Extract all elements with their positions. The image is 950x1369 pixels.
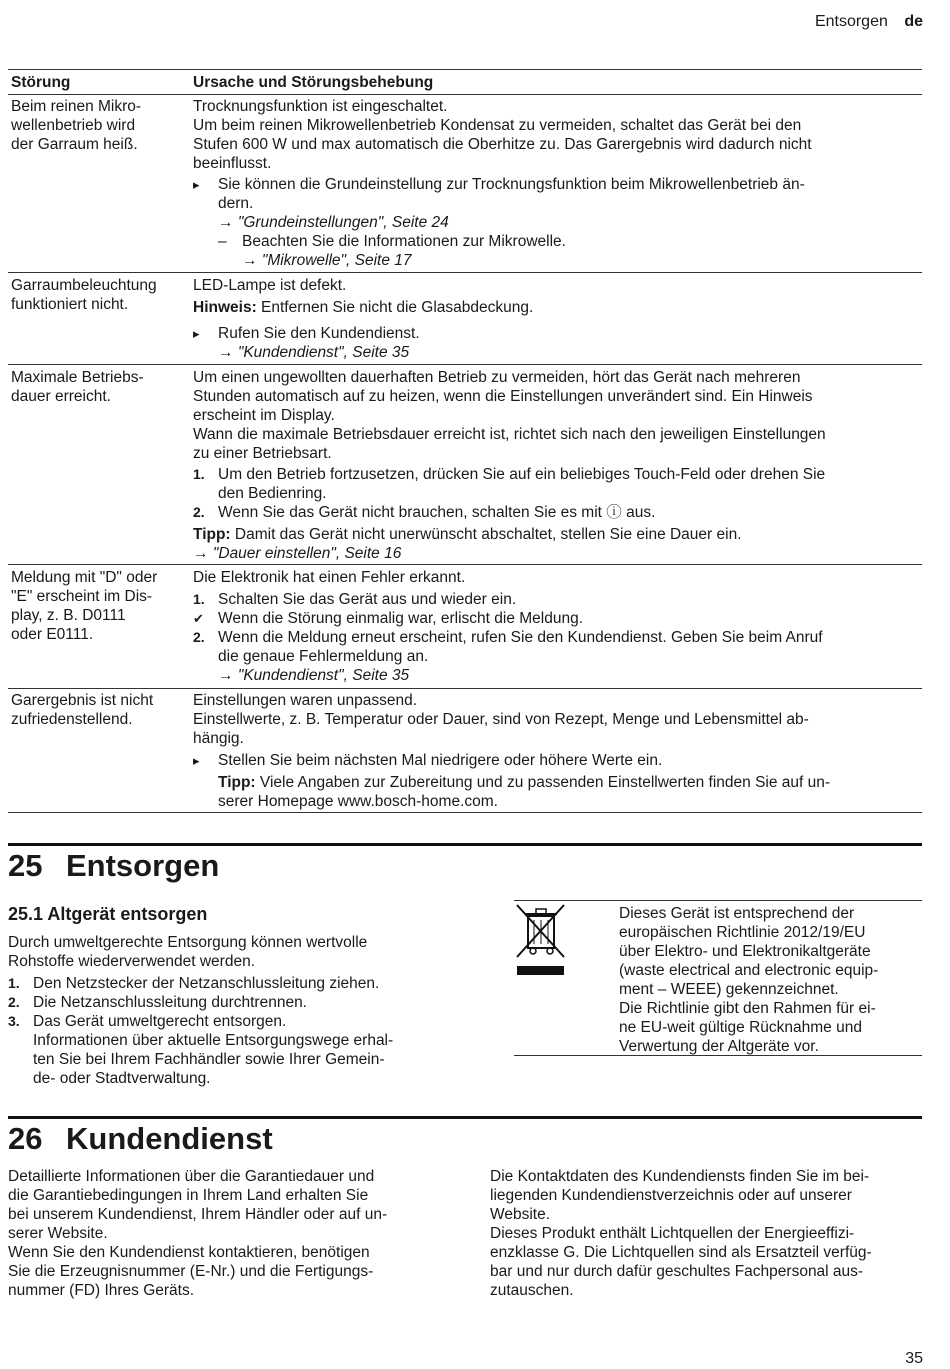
cause-line: Einstellungen waren unpassend. <box>193 692 418 709</box>
cause-line: LED-Lampe ist defekt. <box>193 277 347 294</box>
cross-reference[interactable] <box>193 213 921 232</box>
section-rule <box>8 1116 922 1119</box>
table-row-1-cause <box>193 97 921 270</box>
step-line: den Bedienring. <box>218 485 327 502</box>
text-line: Detaillierte Informationen über die Garantiedauer und <box>8 1168 375 1185</box>
step-line: Das Gerät umweltgerecht entsorgen. <box>33 1013 287 1030</box>
arrow-icon: → <box>218 667 234 684</box>
fault-line: Beim reinen Mikro- <box>11 98 142 115</box>
arrow-icon: → <box>193 545 209 562</box>
text-line: Sie die Erzeugnisnummer (E-Nr.) und die Fertigungs- <box>8 1263 374 1280</box>
bullet-icon: ▸ <box>193 326 200 341</box>
reference-text: "Kundendienst", Seite 35 <box>237 344 410 361</box>
step-item <box>8 1012 448 1088</box>
cross-reference[interactable] <box>193 544 921 563</box>
step-line: de- oder Stadtverwaltung. <box>33 1070 211 1087</box>
cause-line: zu einer Betriebsart. <box>193 445 332 462</box>
action-line: dern. <box>218 195 254 212</box>
section-title: Kundendienst <box>66 1121 273 1156</box>
fault-line: "E" erscheint im Dis- <box>11 588 153 605</box>
tip <box>193 773 921 811</box>
section-number: 25 <box>8 848 43 883</box>
disposal-text <box>8 933 448 1088</box>
tip-text: Damit das Gerät nicht unerwünscht abschaltet, stellen Sie eine Dauer ein. <box>230 526 742 543</box>
action-line: Rufen Sie den Kundendienst. <box>218 325 420 342</box>
header-section: Entsorgen <box>814 13 888 30</box>
table-row-2-cause <box>193 276 921 362</box>
running-header <box>815 12 923 31</box>
section-heading-26 <box>8 1121 273 1157</box>
fault-line: wellenbetrieb wird <box>11 117 136 134</box>
tip-text: serer Homepage www.bosch-home.com. <box>218 793 498 810</box>
step-line: Um den Betrieb fortzusetzen, drücken Sie auf ein beliebiges Touch-Feld oder drehen Sie <box>218 466 826 483</box>
service-text-left <box>8 1167 448 1300</box>
fault-line: oder E0111. <box>11 626 94 643</box>
reference-text: "Kundendienst", Seite 35 <box>237 667 410 684</box>
action-item <box>193 324 921 343</box>
table-row-4-cause <box>193 568 921 685</box>
fault-line: Garergebnis ist nicht <box>11 692 154 709</box>
intro-line: Rohstoffe wiederverwendet werden. <box>8 953 255 970</box>
reference-text: "Dauer einstellen", Seite 16 <box>212 545 402 562</box>
fault-line: dauer erreicht. <box>11 388 111 405</box>
arrow-icon: → <box>218 214 234 231</box>
dash-item <box>193 232 921 251</box>
tip <box>193 525 921 544</box>
tip-text: Viele Angaben zur Zubereitung und zu passenden Einstellwerten finden Sie auf un- <box>255 774 831 791</box>
note <box>193 298 921 317</box>
tip-label: Tipp: <box>193 526 231 543</box>
weee-line: ment – WEEE) gekennzeichnet. <box>619 981 839 998</box>
table-row-1-fault <box>11 97 189 154</box>
step-line: Die Netzanschlussleitung durchtrennen. <box>33 994 307 1011</box>
cause-line: Trocknungsfunktion ist eingeschaltet. <box>193 98 448 115</box>
step-line: Wenn die Meldung erneut erscheint, rufen Sie den Kundendienst. Geben Sie beim Anruf <box>218 629 823 646</box>
text-line: bei unserem Kundendienst, Ihrem Händler oder auf un- <box>8 1206 388 1223</box>
step-line: Informationen über aktuelle Entsorgungswege erhal- <box>33 1032 394 1049</box>
section-heading-25 <box>8 848 219 884</box>
text-line: serer Website. <box>8 1225 108 1242</box>
weee-box-top-rule <box>514 900 922 901</box>
reference-text: "Mikrowelle", Seite 17 <box>261 252 412 269</box>
text-line: enzklasse G. Die Lichtquellen sind als Ersatzteil verfüg- <box>490 1244 872 1261</box>
note-text: Entfernen Sie nicht die Glasabdeckung. <box>256 299 534 316</box>
table-header-cause: Ursache und Störungsbehebung <box>193 74 434 91</box>
step-line: die genaue Fehlermeldung an. <box>218 648 429 665</box>
step-number: 1. <box>193 466 205 482</box>
text-line: liegenden Kundendienstverzeichnis oder auf unserer <box>490 1187 852 1204</box>
table-row-rule <box>8 564 922 565</box>
cause-line: Stufen 600 W und max automatisch die Oberhitze zu. Das Garergebnis wird dadurch nicht <box>193 136 812 153</box>
intro-line: Durch umweltgerechte Entsorgung können wertvolle <box>8 934 368 951</box>
bullet-icon: ▸ <box>193 753 200 768</box>
weee-line: über Elektro- und Elektronikaltgeräte <box>619 943 871 960</box>
step-number: 1. <box>193 591 205 607</box>
subsection-heading: 25.1 Altgerät entsorgen <box>8 904 208 924</box>
cross-reference[interactable] <box>193 666 921 685</box>
table-bottom-rule <box>8 812 922 813</box>
bullet-icon: ▸ <box>193 177 200 192</box>
cause-line: beeinflusst. <box>193 155 272 172</box>
cause-line: hängig. <box>193 730 244 747</box>
table-row-5-cause <box>193 691 921 811</box>
cause-line: Wann die maximale Betriebsdauer erreicht ist, richtet sich nach den jeweiligen Einstellungen <box>193 426 826 443</box>
action-line: Sie können die Grundeinstellung zur Trocknungsfunktion beim Mikrowellenbetrieb än- <box>218 176 805 193</box>
note-label: Hinweis: <box>193 299 257 316</box>
dash-text: Beachten Sie die Informationen zur Mikrowelle. <box>242 233 566 250</box>
table-row-3-cause <box>193 368 921 563</box>
table-row-rule <box>8 272 922 273</box>
action-line: Stellen Sie beim nächsten Mal niedrigere oder höhere Werte ein. <box>218 752 663 769</box>
table-row-3-fault <box>11 368 189 406</box>
result-line: Wenn die Störung einmalig war, erlischt die Meldung. <box>218 610 584 627</box>
table-row-2-fault <box>11 276 189 314</box>
cause-line: Um einen ungewollten dauerhaften Betrieb zu vermeiden, hört das Gerät nach mehreren <box>193 369 801 386</box>
step-item <box>193 503 921 522</box>
text-line: Die Kontaktdaten des Kundendiensts finden Sie im bei- <box>490 1168 870 1185</box>
fault-line: funktioniert nicht. <box>11 296 129 313</box>
weee-line: Verwertung der Altgeräte vor. <box>619 1038 819 1055</box>
fault-line: Garraumbeleuchtung <box>11 277 157 294</box>
cross-reference[interactable] <box>193 343 921 362</box>
text-line: Dieses Produkt enthält Lichtquellen der Energieeffizi- <box>490 1225 855 1242</box>
step-line: Wenn Sie das Gerät nicht brauchen, schalten Sie es mit ⓘ aus. <box>218 504 656 521</box>
weee-line: europäischen Richtlinie 2012/19/EU <box>619 924 866 941</box>
step-number: 1. <box>8 975 20 991</box>
step-item <box>8 993 448 1012</box>
table-row-rule <box>8 688 922 689</box>
action-item <box>193 175 921 213</box>
text-line: Website. <box>490 1206 551 1223</box>
text-line: nummer (FD) Ihres Geräts. <box>8 1282 195 1299</box>
text-line: zutauschen. <box>490 1282 574 1299</box>
text-line: Wenn Sie den Kundendienst kontaktieren, benötigen <box>8 1244 370 1261</box>
table-row-4-fault <box>11 568 189 644</box>
step-number: 3. <box>8 1013 20 1029</box>
step-item <box>193 590 921 609</box>
cause-line: Stunden automatisch auf zu heizen, wenn die Einstellungen unverändert sind. Ein Hinweis <box>193 388 813 405</box>
crossed-bin-icon <box>514 902 568 978</box>
cause-line: Einstellwerte, z. B. Temperatur oder Dauer, sind von Rezept, Menge und Lebensmittel ab- <box>193 711 809 728</box>
reference-text: "Grundeinstellungen", Seite 24 <box>237 214 449 231</box>
dash-marker: – <box>218 233 227 250</box>
text-line: bar und nur durch dafür geschultes Fachpersonal aus- <box>490 1263 864 1280</box>
step-item <box>8 974 448 993</box>
arrow-icon: → <box>242 252 258 269</box>
cause-line: Die Elektronik hat einen Fehler erkannt. <box>193 569 466 586</box>
weee-line: (waste electrical and electronic equip- <box>619 962 879 979</box>
text-line: die Garantiebedingungen in Ihrem Land erhalten Sie <box>8 1187 369 1204</box>
fault-line: der Garraum heiß. <box>11 136 138 153</box>
weee-text <box>619 904 922 1056</box>
arrow-icon: → <box>218 344 234 361</box>
step-line: ten Sie bei Ihrem Fachhändler sowie Ihrer Gemein- <box>33 1051 385 1068</box>
check-icon: ✔ <box>193 611 204 626</box>
step-number: 2. <box>193 629 205 645</box>
section-title: Entsorgen <box>66 848 220 883</box>
cross-reference[interactable] <box>193 251 921 270</box>
fault-line: zufriedenstellend. <box>11 711 133 728</box>
page-number: 35 <box>905 1350 923 1367</box>
tip-label: Tipp: <box>218 774 256 791</box>
step-number: 2. <box>8 994 20 1010</box>
service-text-right <box>490 1167 922 1300</box>
section-rule <box>8 843 922 846</box>
step-item <box>193 465 921 503</box>
cause-line: Um beim reinen Mikrowellenbetrieb Kondensat zu vermeiden, schaltet das Gerät bei den <box>193 117 802 134</box>
step-line: Schalten Sie das Gerät aus und wieder ein. <box>218 591 517 608</box>
weee-line: ne EU-weit gültige Rücknahme und <box>619 1019 862 1036</box>
table-top-rule <box>8 69 922 70</box>
section-number: 26 <box>8 1121 43 1156</box>
weee-line: Dieses Gerät ist entsprechend der <box>619 905 855 922</box>
table-row-5-fault <box>11 691 189 729</box>
table-header-rule <box>8 94 922 95</box>
action-item <box>193 751 921 770</box>
header-lang: de <box>904 13 923 30</box>
weee-line: Die Richtlinie gibt den Rahmen für ei- <box>619 1000 876 1017</box>
fault-line: play, z. B. D0111 <box>11 607 126 624</box>
fault-line: Maximale Betriebs- <box>11 369 144 386</box>
step-number: 2. <box>193 504 205 520</box>
step-item <box>193 628 921 666</box>
table-row-rule <box>8 364 922 365</box>
result-item <box>193 609 921 628</box>
step-line: Den Netzstecker der Netzanschlussleitung ziehen. <box>33 975 380 992</box>
table-header-fault: Störung <box>11 74 71 91</box>
fault-line: Meldung mit "D" oder <box>11 569 158 586</box>
cause-line: erscheint im Display. <box>193 407 335 424</box>
